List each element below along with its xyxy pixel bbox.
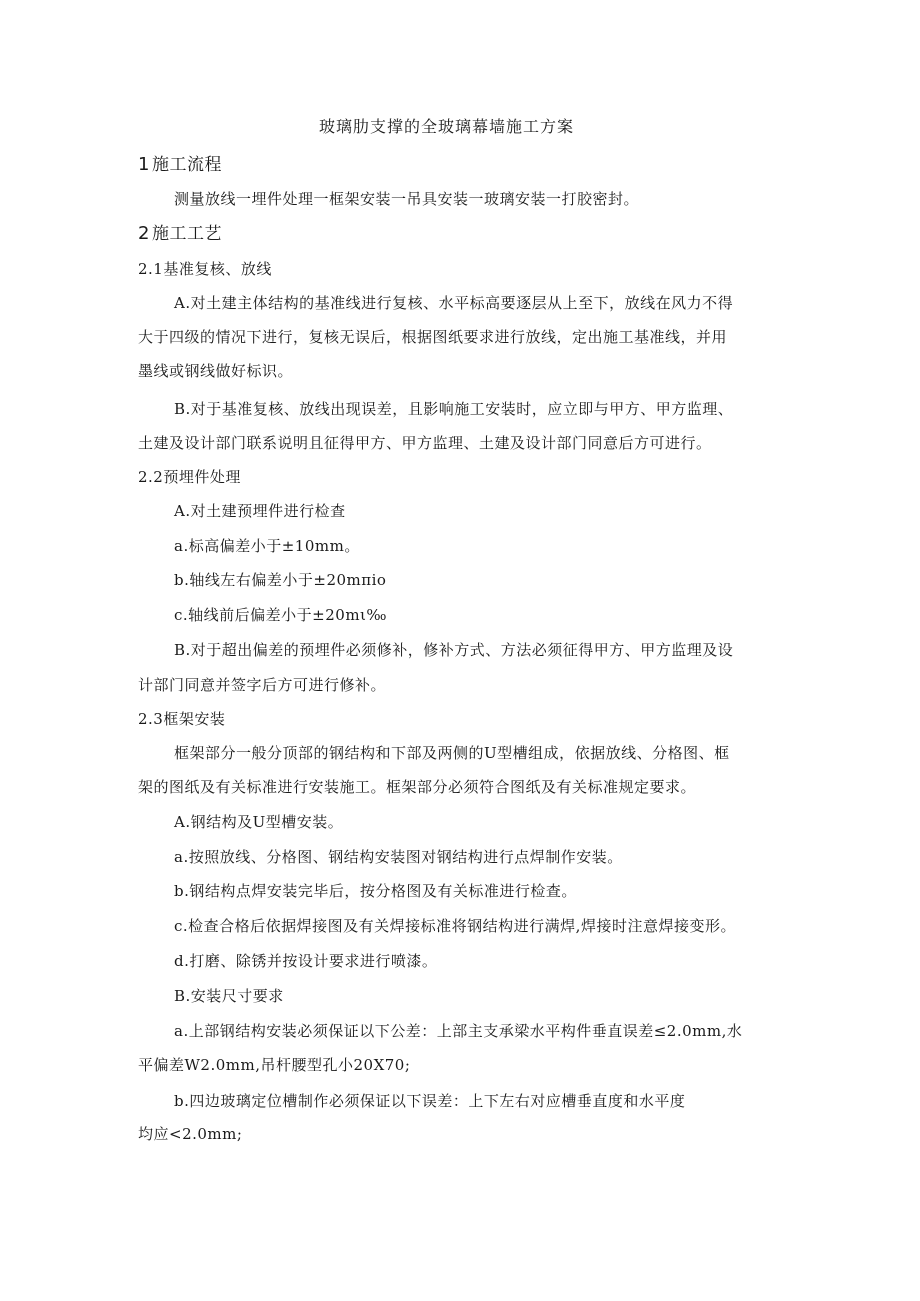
paragraph-line: A.钢结构及U型槽安装。 (174, 813, 344, 831)
paragraph-line: A.对土建预埋件进行检查 (174, 502, 346, 520)
paragraph-line: B.对于超出偏差的预埋件必须修补，修补方式、方法必须征得甲方、甲方监理及设 (174, 641, 734, 659)
section-2-2-heading: 2.2预埋件处理 (138, 468, 241, 486)
paragraph-line: b.四边玻璃定位槽制作必须保证以下误差：上下左右对应槽垂直度和水平度 (174, 1092, 686, 1110)
section-2-heading (138, 224, 222, 244)
section-1-text: 测量放线一埋件处理一框架安装一吊具安装一玻璃安装一打胶密封。 (174, 190, 640, 208)
section-2-1-heading: 2.1基准复核、放线 (138, 260, 272, 278)
section-1-number: 1 (138, 154, 150, 175)
paragraph-line: c.轴线前后偏差小于±20mι‰ (174, 606, 388, 624)
paragraph-line: B.对于基准复核、放线出现误差，且影响施工安装时，应立即与甲方、甲方监理、 (174, 400, 734, 418)
section-2-number: 2 (138, 223, 150, 244)
paragraph-line: a.标高偏差小于±10mm。 (174, 537, 360, 555)
paragraph-line: 计部门同意并签字后方可进行修补。 (138, 676, 387, 694)
paragraph-line: 大于四级的情况下进行，复核无误后，根据图纸要求进行放线，定出施工基准线，并用 (138, 328, 728, 346)
paragraph-line: A.对土建主体结构的基准线进行复核、水平标高要逐层从上至下，放线在风力不得 (174, 294, 734, 312)
paragraph-line: 平偏差W2.0mm,吊杆腰型孔小20X70; (138, 1056, 411, 1074)
paragraph-line: a.按照放线、分格图、钢结构安装图对钢结构进行点焊制作安装。 (174, 848, 623, 866)
paragraph-line: d.打磨、除锈并按设计要求进行喷漆。 (174, 952, 438, 970)
paragraph-line: b.轴线左右偏差小于±20mπio (174, 571, 387, 589)
section-2-3-heading: 2.3框架安装 (138, 710, 226, 728)
paragraph-line: 墨线或钢线做好标识。 (138, 362, 294, 380)
paragraph-line: B.安装尺寸要求 (174, 987, 284, 1005)
section-1-title: 施工流程 (151, 155, 222, 175)
document-title: 玻璃肋支撑的全玻璃幕墙施工方案 (319, 117, 575, 136)
paragraph-line: 架的图纸及有关标准进行安装施工。框架部分必须符合图纸及有关标准规定要求。 (138, 778, 697, 796)
paragraph-line: a.上部钢结构安装必须保证以下公差：上部主支承梁水平构件垂直误差≤2.0mm,水 (174, 1022, 743, 1040)
section-2-title: 施工工艺 (151, 224, 222, 244)
section-1-heading (138, 155, 222, 175)
paragraph-line: b.钢结构点焊安装完毕后，按分格图及有关标准进行检查。 (174, 882, 577, 900)
paragraph-line: 均应<2.0mm; (138, 1125, 243, 1143)
paragraph-line: 土建及设计部门联系说明且征得甲方、甲方监理、土建及设计部门同意后方可进行。 (138, 434, 712, 452)
paragraph-line: 框架部分一般分顶部的钢结构和下部及两侧的U型槽组成，依据放线、分格图、框 (174, 744, 730, 762)
paragraph-line: c.检查合格后依据焊接图及有关焊接标准将钢结构进行满焊,焊接时注意焊接变形。 (174, 917, 736, 935)
